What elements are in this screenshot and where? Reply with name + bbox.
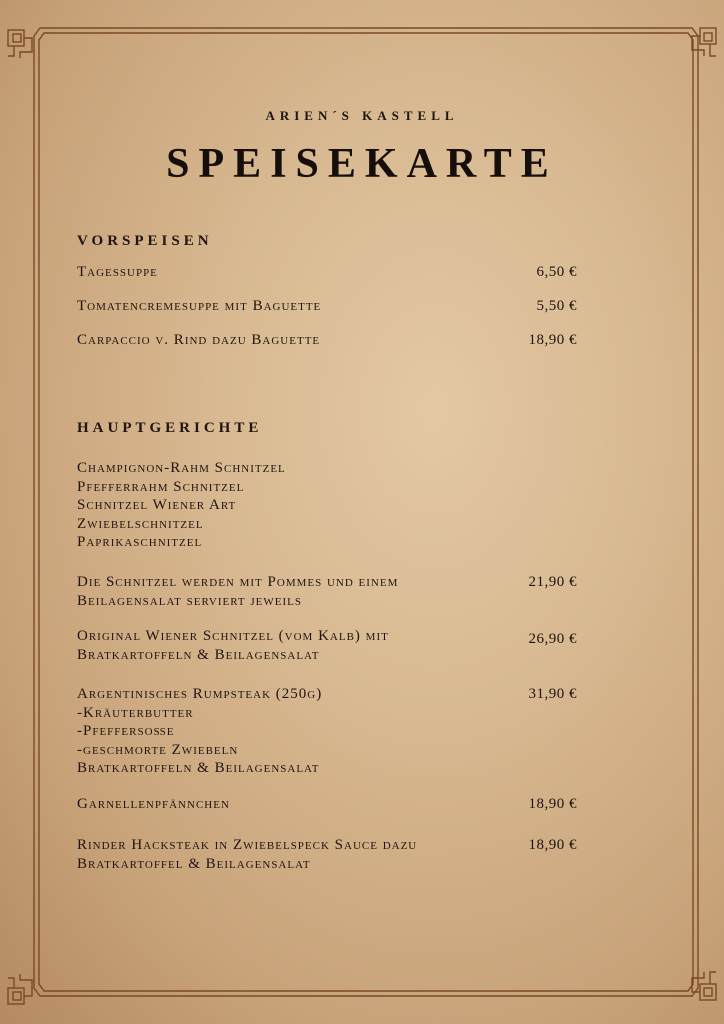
item-name-line: Garnellenpfännchen xyxy=(77,796,230,812)
menu-item xyxy=(77,297,577,316)
menu-item xyxy=(77,836,577,873)
item-name: Carpaccio v. Rind dazu Baguette xyxy=(77,332,321,348)
menu-item xyxy=(77,573,577,610)
menu-item xyxy=(77,331,577,350)
section-title-hauptgerichte: HAUPTGERICHTE xyxy=(77,420,263,436)
schnitzel-variant: Schnitzel Wiener Art xyxy=(77,497,237,513)
item-price: 18,90 € xyxy=(528,837,577,853)
page-title: SPEISEKARTE xyxy=(166,141,558,187)
item-name-line: -geschmorte Zwiebeln xyxy=(77,741,239,758)
item-name-line: Bratkartoffeln & Beilagensalat xyxy=(77,646,320,663)
schnitzel-variant: Paprikaschnitzel xyxy=(77,534,203,550)
schnitzel-variant: Zwiebelschnitzel xyxy=(77,515,204,532)
menu-item xyxy=(77,627,577,664)
item-name-line: Argentinisches Rumpsteak (250g) xyxy=(77,686,323,702)
schnitzel-variant: Champignon-Rahm Schnitzel xyxy=(77,460,286,476)
item-name: Tomatencremesuppe mit Baguette xyxy=(77,298,322,314)
menu-item xyxy=(77,263,577,282)
section-title-vorspeisen: VORSPEISEN xyxy=(77,233,213,249)
item-name-line: Beilagensalat serviert jeweils xyxy=(77,592,302,609)
menu-item xyxy=(77,685,577,778)
item-name-line: -Pfeffersoße xyxy=(77,723,175,739)
menu-item xyxy=(77,795,577,814)
item-name-line: Die Schnitzel werden mit Pommes und einem xyxy=(77,574,399,590)
restaurant-name: ARIEN´S KASTELL xyxy=(265,108,459,123)
schnitzel-variant: Pfefferrahm Schnitzel xyxy=(77,478,245,495)
item-price: 31,90 € xyxy=(528,686,577,702)
item-price: 21,90 € xyxy=(528,574,577,590)
item-name-line: Bratkartoffel & Beilagensalat xyxy=(77,855,311,872)
item-name: Tagessuppe xyxy=(77,264,158,280)
item-name-line: Rinder Hacksteak in Zwiebelspeck Sauce dazu xyxy=(77,837,418,853)
item-price: 5,50 € xyxy=(536,298,577,314)
item-price: 18,90 € xyxy=(528,796,577,812)
item-name-line: Bratkartoffeln & Beilagensalat xyxy=(77,760,320,776)
item-price: 26,90 € xyxy=(528,631,577,647)
item-name-line: Original Wiener Schnitzel (vom Kalb) mit xyxy=(77,628,389,644)
item-price: 18,90 € xyxy=(528,332,577,348)
item-name-line: -Kräuterbutter xyxy=(77,704,194,721)
schnitzel-variants-list xyxy=(77,459,577,552)
item-price: 6,50 € xyxy=(536,264,577,280)
